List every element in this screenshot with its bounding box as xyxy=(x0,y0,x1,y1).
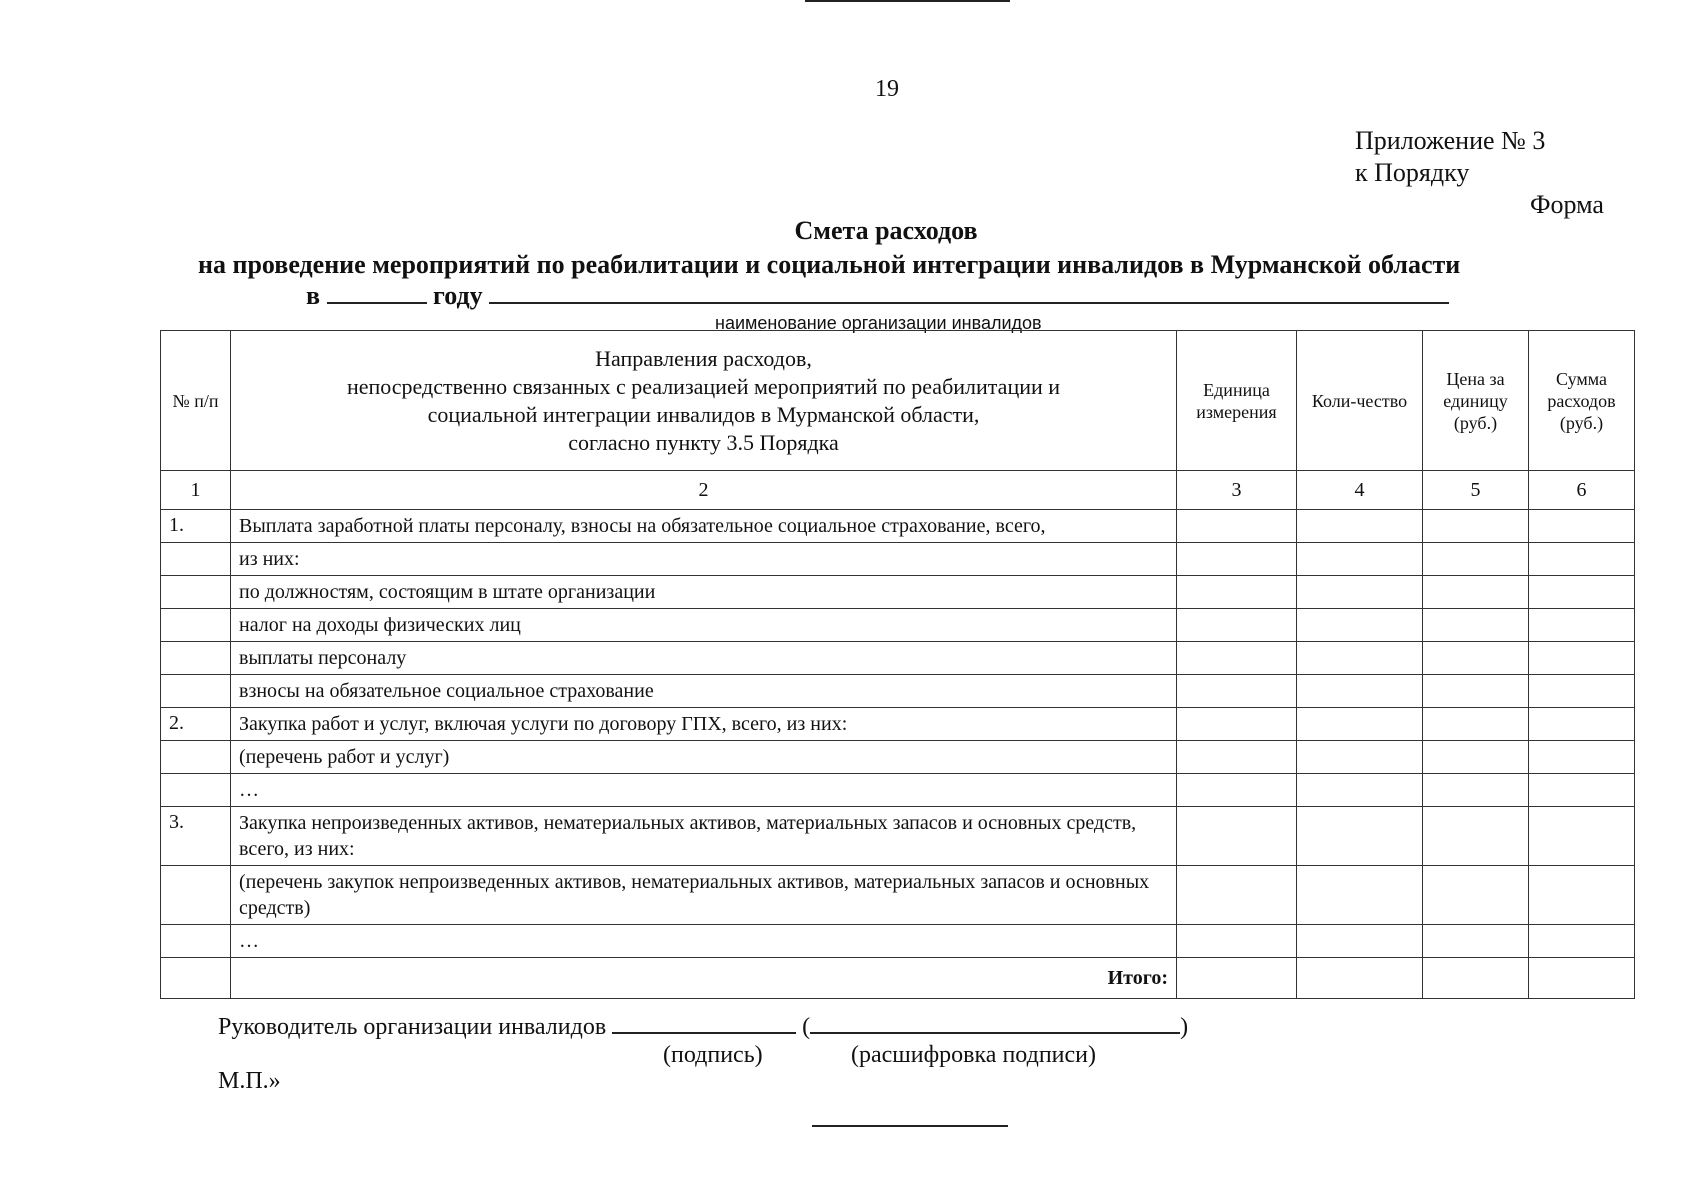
cell-price[interactable] xyxy=(1423,741,1529,774)
table-row xyxy=(161,609,1635,642)
cell-unit[interactable] xyxy=(1177,866,1297,925)
row-text: … xyxy=(231,774,1177,807)
estimate-table xyxy=(160,330,1635,999)
cell-price[interactable] xyxy=(1423,866,1529,925)
signature-field[interactable] xyxy=(612,1010,796,1034)
total-qty[interactable] xyxy=(1297,958,1423,999)
cell-sum[interactable] xyxy=(1529,675,1635,708)
row-number xyxy=(161,543,231,576)
table-row xyxy=(161,576,1635,609)
form-label: Форма xyxy=(1530,190,1604,219)
header-unit: Единица измерения xyxy=(1177,331,1297,471)
cell-unit[interactable] xyxy=(1177,510,1297,543)
cell-price[interactable] xyxy=(1423,642,1529,675)
cell-unit[interactable] xyxy=(1177,807,1297,866)
organization-field[interactable] xyxy=(489,280,1449,304)
row-text: налог на доходы физических лиц xyxy=(231,609,1177,642)
top-rule xyxy=(805,0,1010,2)
row-number xyxy=(161,741,231,774)
row-text: выплаты персоналу xyxy=(231,642,1177,675)
cell-sum[interactable] xyxy=(1529,866,1635,925)
col-number-2: 2 xyxy=(231,471,1177,510)
table-row xyxy=(161,510,1635,543)
cell-unit[interactable] xyxy=(1177,609,1297,642)
col-number-1: 1 xyxy=(161,471,231,510)
signature-caption: (подпись) xyxy=(663,1042,763,1068)
total-sum[interactable] xyxy=(1529,958,1635,999)
cell-price[interactable] xyxy=(1423,708,1529,741)
signature-decoding-field[interactable] xyxy=(810,1010,1180,1034)
open-paren: ( xyxy=(802,1014,811,1040)
row-text: … xyxy=(231,925,1177,958)
row-number: 2. xyxy=(161,708,231,741)
header-price: Цена за единицу (руб.) xyxy=(1423,331,1529,471)
row-text: Закупка непроизведенных активов, нематериальных активов, материальных запасов и основных средств, всего, из них: xyxy=(231,807,1177,866)
column-number-row xyxy=(161,471,1635,510)
header-sum: Сумма расходов (руб.) xyxy=(1529,331,1635,471)
cell-sum[interactable] xyxy=(1529,543,1635,576)
appendix-line2: к Порядку xyxy=(1355,158,1470,187)
signature-line xyxy=(218,1010,1188,1041)
row-number: 3. xyxy=(161,807,231,866)
total-unit[interactable] xyxy=(1177,958,1297,999)
cell-unit[interactable] xyxy=(1177,642,1297,675)
cell-sum[interactable] xyxy=(1529,741,1635,774)
cell-sum[interactable] xyxy=(1529,807,1635,866)
cell-qty[interactable] xyxy=(1297,708,1423,741)
row-number xyxy=(161,866,231,925)
cell-qty[interactable] xyxy=(1297,609,1423,642)
row-text: Выплата заработной платы персоналу, взносы на обязательное социальное страхование, всего, xyxy=(231,510,1177,543)
table-row xyxy=(161,807,1635,866)
cell-qty[interactable] xyxy=(1297,866,1423,925)
header-direction-line1: Направления расходов, xyxy=(595,345,812,371)
header-direction xyxy=(231,331,1177,471)
row-number xyxy=(161,675,231,708)
year-field[interactable] xyxy=(327,280,427,304)
row-number xyxy=(161,642,231,675)
row-text: по должностям, состоящим в штате организации xyxy=(231,576,1177,609)
cell-unit[interactable] xyxy=(1177,708,1297,741)
organization-caption: наименование организации инвалидов xyxy=(715,313,1042,333)
row-text: (перечень закупок непроизведенных активов, нематериальных активов, материальных запасов и основных средств) xyxy=(231,866,1177,925)
row-text: (перечень работ и услуг) xyxy=(231,741,1177,774)
cell-unit[interactable] xyxy=(1177,543,1297,576)
row-number xyxy=(161,925,231,958)
total-label: Итого: xyxy=(231,958,1177,999)
table-row xyxy=(161,741,1635,774)
row-number xyxy=(161,576,231,609)
cell-qty[interactable] xyxy=(1297,510,1423,543)
cell-qty[interactable] xyxy=(1297,774,1423,807)
row-number xyxy=(161,774,231,807)
cell-unit[interactable] xyxy=(1177,675,1297,708)
cell-qty[interactable] xyxy=(1297,807,1423,866)
cell-unit[interactable] xyxy=(1177,925,1297,958)
header-direction-line3: социальной интеграции инвалидов в Мурманской области, xyxy=(427,401,980,427)
row-number xyxy=(161,609,231,642)
appendix-block xyxy=(1355,125,1545,189)
cell-sum[interactable] xyxy=(1529,510,1635,543)
cell-unit[interactable] xyxy=(1177,576,1297,609)
col-number-5: 5 xyxy=(1423,471,1529,510)
cell-sum[interactable] xyxy=(1529,609,1635,642)
header-qty: Коли-чество xyxy=(1297,331,1423,471)
table-row xyxy=(161,543,1635,576)
document-title: Смета расходов xyxy=(794,216,978,245)
year-prefix: в xyxy=(306,281,321,310)
stamp-place: М.П.» xyxy=(218,1068,281,1094)
table-row xyxy=(161,642,1635,675)
header-direction-line4: согласно пункту 3.5 Порядка xyxy=(568,429,839,455)
row-text: взносы на обязательное социальное страхование xyxy=(231,675,1177,708)
row-text: Закупка работ и услуг, включая услуги по договору ГПХ, всего, из них: xyxy=(231,708,1177,741)
row-number: 1. xyxy=(161,510,231,543)
cell-price[interactable] xyxy=(1423,609,1529,642)
cell-qty[interactable] xyxy=(1297,576,1423,609)
cell-price[interactable] xyxy=(1423,774,1529,807)
table-row xyxy=(161,675,1635,708)
year-suffix: году xyxy=(433,281,483,310)
total-row xyxy=(161,958,1635,999)
total-price[interactable] xyxy=(1423,958,1529,999)
cell-sum[interactable] xyxy=(1529,708,1635,741)
cell-sum[interactable] xyxy=(1529,774,1635,807)
cell-price[interactable] xyxy=(1423,807,1529,866)
table-row xyxy=(161,866,1635,925)
cell-price[interactable] xyxy=(1423,675,1529,708)
cell-qty[interactable] xyxy=(1297,543,1423,576)
table-row xyxy=(161,925,1635,958)
document-subtitle: на проведение мероприятий по реабилитации и социальной интеграции инвалидов в Мурманской области xyxy=(198,250,1461,279)
table-row xyxy=(161,708,1635,741)
col-number-3: 3 xyxy=(1177,471,1297,510)
header-direction-line2: непосредственно связанных с реализацией мероприятий по реабилитации и xyxy=(346,373,1061,399)
cell-price[interactable] xyxy=(1423,510,1529,543)
cell-price[interactable] xyxy=(1423,576,1529,609)
close-paren: ) xyxy=(1180,1014,1189,1040)
cell-qty[interactable] xyxy=(1297,642,1423,675)
cell-sum[interactable] xyxy=(1529,642,1635,675)
cell-qty[interactable] xyxy=(1297,741,1423,774)
header-num: № п/п xyxy=(161,331,231,471)
bottom-rule xyxy=(812,1125,1008,1127)
cell-qty[interactable] xyxy=(1297,925,1423,958)
cell-unit[interactable] xyxy=(1177,741,1297,774)
year-line xyxy=(306,280,1449,311)
cell-sum[interactable] xyxy=(1529,576,1635,609)
signature-decoding-caption: (расшифровка подписи) xyxy=(851,1042,1096,1068)
appendix-line1: Приложение № 3 xyxy=(1355,126,1546,155)
cell-price[interactable] xyxy=(1423,925,1529,958)
total-num-cell xyxy=(161,958,231,999)
page-number: 19 xyxy=(875,76,899,102)
cell-unit[interactable] xyxy=(1177,774,1297,807)
signature-label: Руководитель организации инвалидов xyxy=(218,1014,607,1040)
cell-price[interactable] xyxy=(1423,543,1529,576)
table-row xyxy=(161,774,1635,807)
row-text: из них: xyxy=(231,543,1177,576)
col-number-6: 6 xyxy=(1529,471,1635,510)
col-number-4: 4 xyxy=(1297,471,1423,510)
cell-sum[interactable] xyxy=(1529,925,1635,958)
cell-qty[interactable] xyxy=(1297,675,1423,708)
